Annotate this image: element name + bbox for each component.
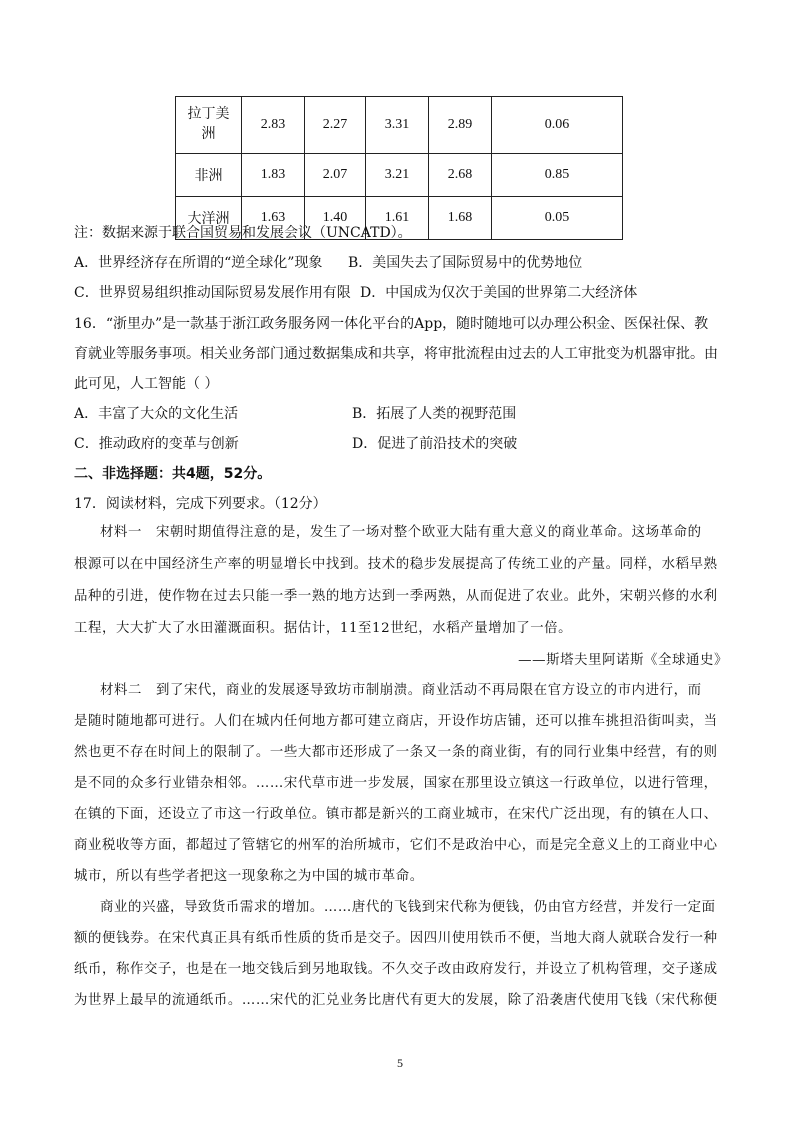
value-cell: 0.05 <box>492 197 623 240</box>
material2-line: 商业税收等方面，都超过了管辖它的州军的治所城市，它们不是政治中心，而是完全意义上的工商业中心 <box>74 838 718 853</box>
q16-option-d: D．促进了前沿技术的突破 <box>352 436 518 452</box>
value-cell: 0.85 <box>492 154 623 197</box>
table-note: 注：数据来源于联合国贸易和发展会议（UNCATD）。 <box>74 225 412 241</box>
value-cell: 1.68 <box>429 197 492 240</box>
material1-line: 品种的引进，使作物在过去只能一季一熟的地方达到一季两熟，从而促进了农业。此外，宋朝兴修的水利 <box>74 589 718 604</box>
table-row <box>176 154 623 197</box>
page-number: 5 <box>397 1056 403 1070</box>
q15-option-b: B．美国失去了国际贸易中的优势地位 <box>348 255 583 271</box>
material2-line: 城市，所以有些学者把这一现象称之为中国的城市革命。 <box>74 869 424 884</box>
value-cell: 3.21 <box>366 154 429 197</box>
material1-line: 工程，大大扩大了水田灌溉面积。据估计，11至12世纪，水稻产量增加了一倍。 <box>74 621 573 636</box>
q17-intro: 17．阅读材料，完成下列要求。（12分） <box>74 496 327 512</box>
material2b-line: 额的便钱券。在宋代真正具有纸币性质的货币是交子。因四川使用铁币不便，当地大商人就联合发行一种 <box>74 931 718 946</box>
region-cell: 拉丁美洲 <box>176 97 242 154</box>
material2b-line: 为世界上最早的流通纸币。……宋代的汇兑业务比唐代有更大的发展，除了沿袭唐代使用飞钱（宋代称便 <box>74 993 718 1008</box>
region-cell: 非洲 <box>176 154 242 197</box>
value-cell: 2.27 <box>305 97 366 154</box>
material2-line: 是不同的众多行业错杂相邻。……宋代草市进一步发展，国家在那里设立镇这一行政单位，以进行管理， <box>74 776 718 791</box>
value-cell: 3.31 <box>366 97 429 154</box>
q16-stem-line: 育就业等服务事项。相关业务部门通过数据集成和共享，将审批流程由过去的人工审批变为机器审批。由 <box>74 346 718 362</box>
value-cell: 2.83 <box>242 97 305 154</box>
q16-option-a: A．丰富了大众的文化生活 <box>74 406 239 422</box>
q16-option-b: B．拓展了人类的视野范围 <box>352 406 517 422</box>
q15-option-a: A．世界经济存在所谓的“逆全球化”现象 <box>74 255 323 271</box>
material2-line: 然也更不存在时间上的限制了。一些大都市还形成了一条又一条的商业街，有的同行业集中经营，有的则 <box>74 745 718 760</box>
q16-stem-line: 此可见，人工智能（ ） <box>74 376 219 392</box>
material1-line: 根源可以在中国经济生产率的明显增长中找到。技术的稳步发展提高了传统工业的产量。同样，水稻早熟 <box>74 557 718 572</box>
region-cell: 大洋洲 <box>176 197 242 240</box>
value-cell: 0.06 <box>492 97 623 154</box>
q16-option-c: C．推动政府的变革与创新 <box>74 436 239 452</box>
material1-source: ——斯塔夫里阿诺斯《全球通史》 <box>518 653 728 668</box>
material2b-line: 纸币，称作交子，也是在一地交钱后到另地取钱。不久交子改由政府发行，并设立了机构管理，交子遂成 <box>74 962 718 977</box>
q16-stem-line: 16．“浙里办”是一款基于浙江政务服务网一体化平台的App，随时随地可以办理公积金、医保社保、教 <box>74 316 709 332</box>
trade-data-table <box>175 96 623 240</box>
value-cell: 2.68 <box>429 154 492 197</box>
material2b-line: 商业的兴盛，导致货币需求的增加。……唐代的飞钱到宋代称为便钱，仍由官方经营，并发行一定面 <box>100 900 716 915</box>
material2-line: 是随时随地都可进行。人们在城内任何地方都可建立商店，开设作坊店铺，还可以推车挑担沿街叫卖，当 <box>74 714 718 729</box>
table-row <box>176 97 623 154</box>
value-cell: 2.07 <box>305 154 366 197</box>
material1-line: 材料一 宋朝时期值得注意的是，发生了一场对整个欧亚大陆有重大意义的商业革命。这场革命的 <box>100 525 702 540</box>
value-cell: 1.61 <box>366 197 429 240</box>
value-cell: 1.83 <box>242 154 305 197</box>
q15-option-d: D．中国成为仅次于美国的世界第二大经济体 <box>360 285 638 301</box>
q15-option-c: C．世界贸易组织推动国际贸易发展作用有限 <box>74 285 351 301</box>
material2-line: 材料二 到了宋代，商业的发展逐导致坊市制崩溃。商业活动不再局限在官方设立的市内进行，而 <box>100 683 702 698</box>
value-cell: 1.40 <box>305 197 366 240</box>
material2-line: 在镇的下面，还设立了市这一行政单位。镇市都是新兴的工商业城市，在宋代广泛出现，有的镇在人口、 <box>74 807 718 822</box>
section-title: 二、非选择题：共4题，52分。 <box>74 466 272 482</box>
value-cell: 1.63 <box>242 197 305 240</box>
value-cell: 2.89 <box>429 97 492 154</box>
